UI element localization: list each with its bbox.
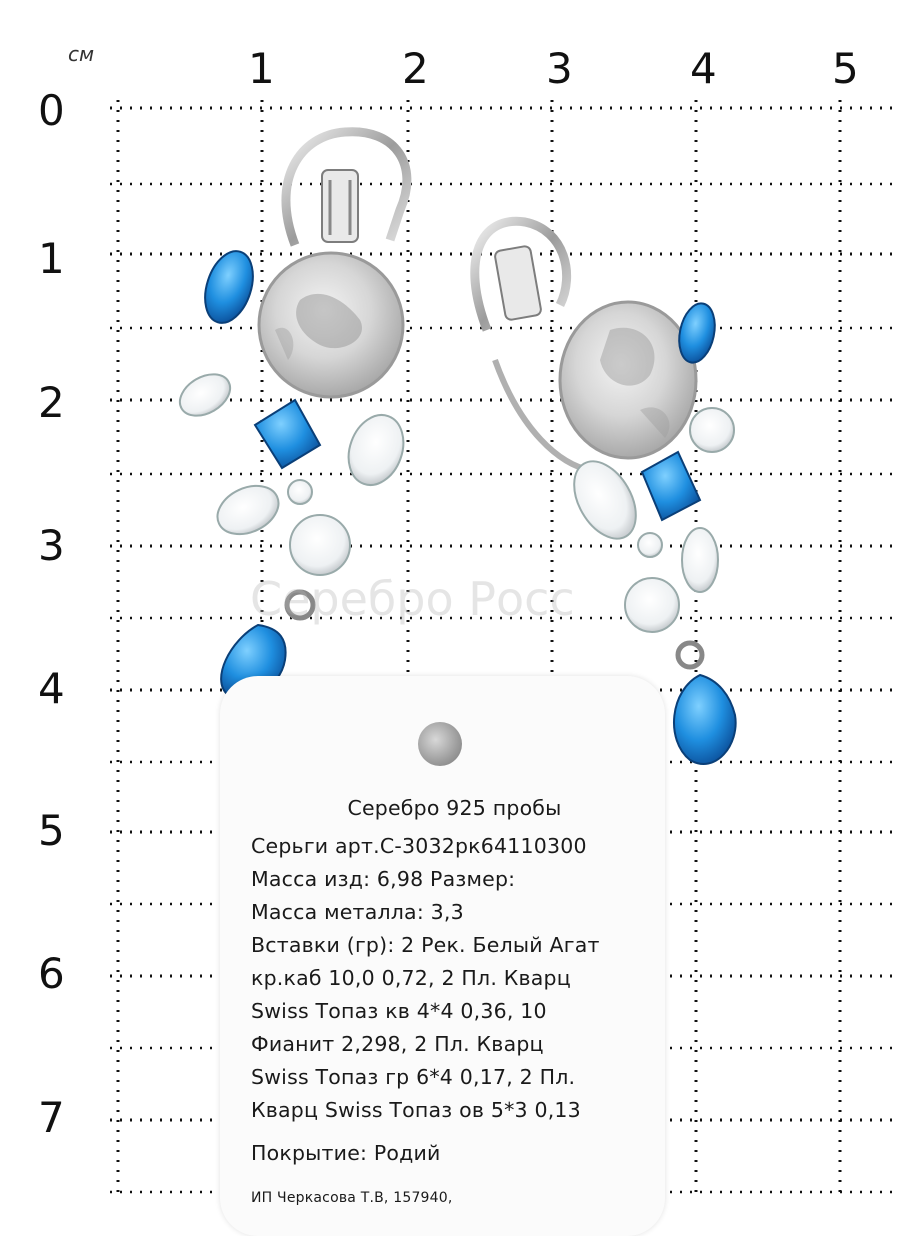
column-number: 4	[690, 44, 717, 93]
row-number: 6	[38, 949, 65, 998]
unit-label: см	[68, 42, 95, 66]
row-number: 7	[38, 1093, 65, 1142]
column-number: 5	[832, 44, 859, 93]
price-tag	[220, 676, 665, 1236]
tag-line: Серьги арт.С-3032рк64110300	[251, 834, 587, 858]
tag-line: Swiss Топаз кв 4*4 0,36, 10	[251, 999, 547, 1023]
row-number: 1	[38, 234, 65, 283]
tag-line: Кварц Swiss Топаз ов 5*3 0,13	[251, 1098, 581, 1122]
tag-line: Масса изд: 6,98 Размер:	[251, 867, 516, 891]
tag-hole	[418, 722, 462, 766]
tag-line: Покрытие: Родий	[251, 1141, 441, 1165]
tag-line: Вставки (гр): 2 Рек. Белый Агат	[251, 933, 600, 957]
tag-line: кр.каб 10,0 0,72, 2 Пл. Кварц	[251, 966, 571, 990]
column-number: 1	[248, 44, 275, 93]
column-number: 3	[546, 44, 573, 93]
tag-line: Фианит 2,298, 2 Пл. Кварц	[251, 1032, 544, 1056]
tag-line: Масса металла: 3,3	[251, 900, 464, 924]
row-number: 2	[38, 378, 65, 427]
tag-title: Серебро 925 пробы	[347, 796, 562, 820]
row-number: 5	[38, 806, 65, 855]
column-number: 2	[402, 44, 429, 93]
row-number: 3	[38, 521, 65, 570]
row-number: 0	[38, 86, 65, 135]
watermark: Серебро Росс	[250, 572, 575, 626]
tag-line: Swiss Топаз гр 6*4 0,17, 2 Пл.	[251, 1065, 576, 1089]
tag-footer: ИП Черкасова Т.В, 157940,	[251, 1190, 453, 1206]
row-number: 4	[38, 664, 65, 713]
